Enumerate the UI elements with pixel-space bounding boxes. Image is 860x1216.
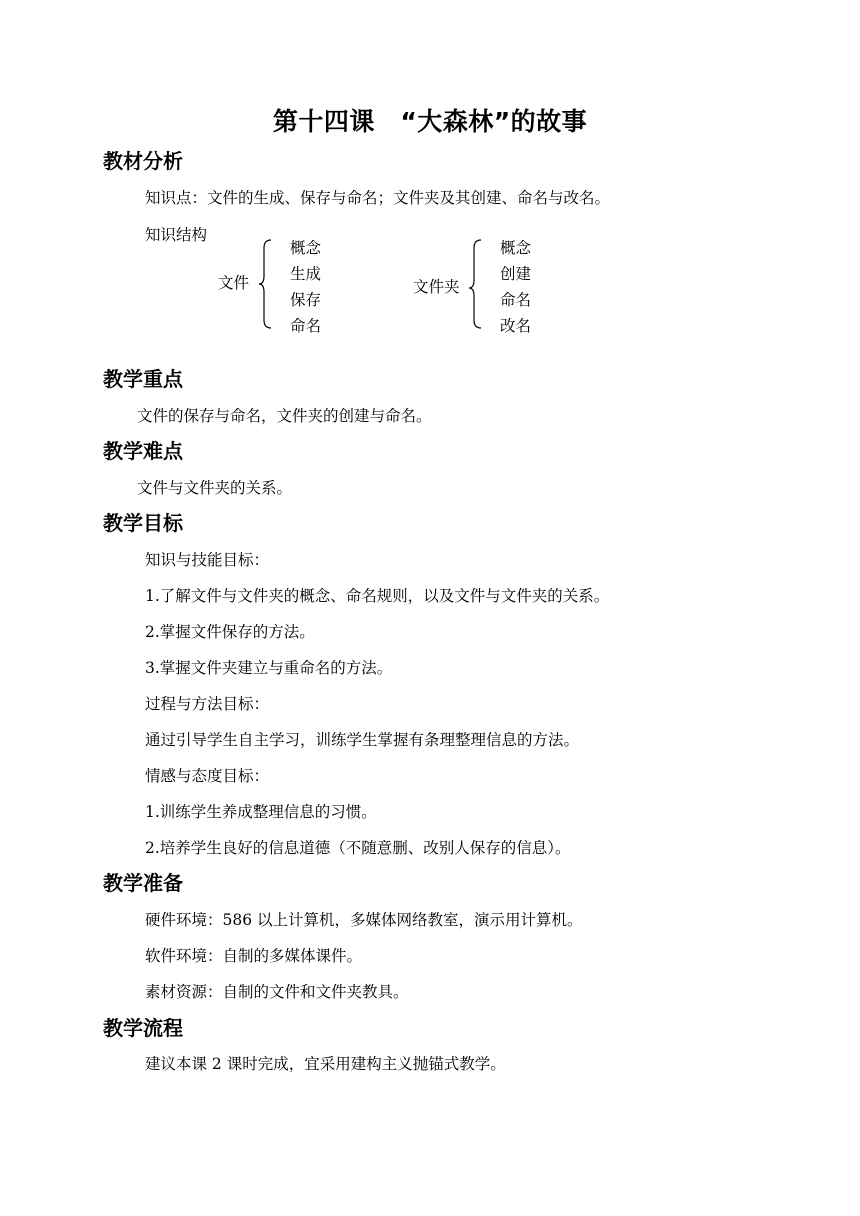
folder-item: 改名 (500, 317, 532, 335)
file-item: 概念 (290, 239, 322, 257)
folder-item: 创建 (500, 265, 532, 283)
preparation-line: 素材资源：自制的文件和文件夹教具。 (145, 983, 409, 1001)
difficulties-text: 文件与文件夹的关系。 (137, 479, 293, 497)
objective-line: 2.培养学生良好的信息道德（不随意删、改别人保存的信息）。 (145, 839, 571, 857)
folder-group-label: 文件夹 (413, 278, 460, 296)
knowledge-points: 知识点：文件的生成、保存与命名；文件夹及其创建、命名与改名。 (145, 189, 611, 207)
file-item: 保存 (290, 291, 322, 309)
process-text: 建议本课 2 课时完成，宜采用建构主义抛锚式教学。 (145, 1055, 506, 1073)
objective-line: 情感与态度目标： (145, 767, 270, 785)
preparation-line: 软件环境：自制的多媒体课件。 (145, 947, 363, 965)
folder-item: 命名 (500, 291, 532, 309)
preparation-line: 硬件环境：586 以上计算机，多媒体网络教室，演示用计算机。 (145, 911, 583, 929)
heading-preparation: 教学准备 (103, 871, 183, 895)
heading-key-points: 教学重点 (103, 367, 183, 391)
structure-label: 知识结构 (145, 226, 208, 244)
objective-line: 1.训练学生养成整理信息的习惯。 (145, 803, 377, 821)
folder-item: 概念 (500, 239, 532, 257)
heading-objectives: 教学目标 (103, 511, 183, 535)
folder-brace (468, 238, 482, 330)
lesson-title: 第十四课 “大森林”的故事 (272, 107, 588, 136)
heading-process: 教学流程 (103, 1016, 183, 1040)
file-group-label: 文件 (218, 274, 250, 292)
objective-line: 过程与方法目标： (145, 695, 270, 713)
heading-analysis: 教材分析 (103, 149, 183, 173)
key-points-text: 文件的保存与命名，文件夹的创建与命名。 (137, 407, 432, 425)
objective-line: 1.了解文件与文件夹的概念、命名规则，以及文件与文件夹的关系。 (145, 587, 610, 605)
objective-line: 2.掌握文件保存的方法。 (145, 623, 315, 641)
file-item: 生成 (290, 265, 322, 283)
file-item: 命名 (290, 317, 322, 335)
objective-line: 3.掌握文件夹建立与重命名的方法。 (145, 659, 393, 677)
file-brace (258, 238, 272, 330)
heading-difficulties: 教学难点 (103, 439, 183, 463)
objective-line: 通过引导学生自主学习，训练学生掌握有条理整理信息的方法。 (145, 731, 580, 749)
objective-line: 知识与技能目标： (145, 551, 270, 569)
